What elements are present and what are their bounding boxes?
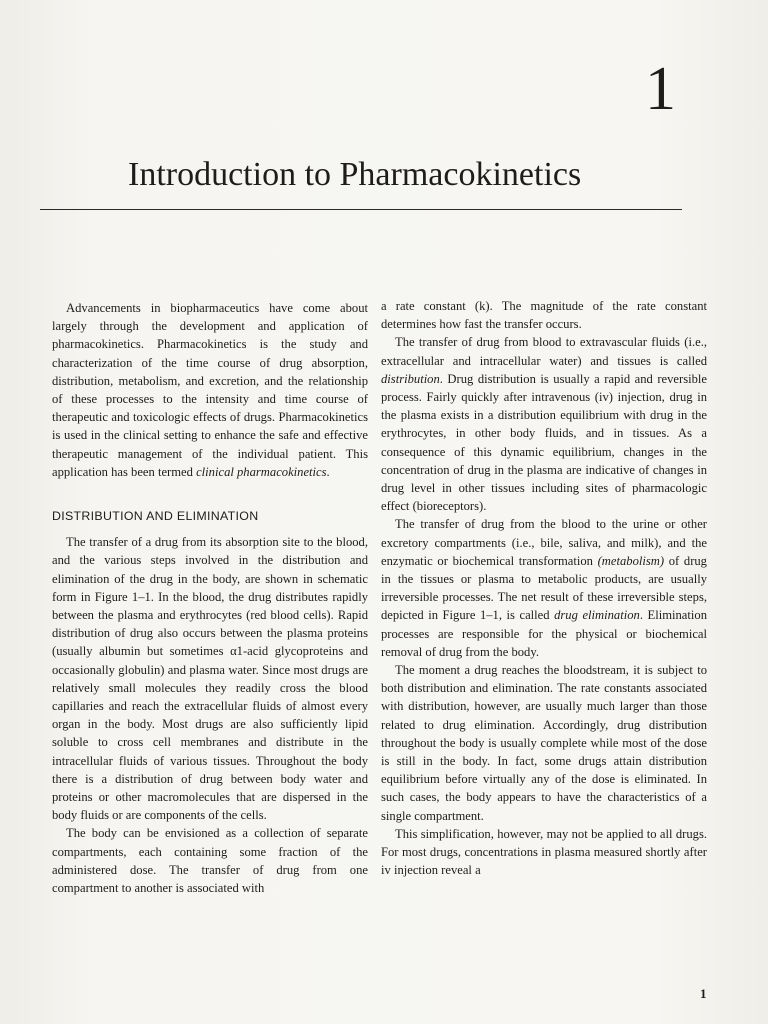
right-column <box>381 297 707 880</box>
paragraph-bloodstream: The moment a drug reaches the bloodstream, it is subject to both distribution and elimination. The rate constants associated with distribution, however, are usually much larger than those related to drug elimination. Accordingly, drug distribution throughout the body is usually complete while most of the dose is still in the body. In fact, some drugs attain distribution equilibrium before virtually any of the dose is eliminated. In such cases, the body appears to have the characteristics of a single compartment. <box>381 663 707 823</box>
distribution-text-end: . Drug distribution is usually a rapid and reversible process. Fairly quickly after intravenous (iv) injection, drug in the plasma exists in a distribution equilibrium with drug in the erythrocytes, in other body fluids, and in tissues. As a consequence of this dynamic equilibrium, changes in the concentration of drug in the plasma are indicative of changes in drug level in other tissues including sites of pharmacologic effect (bioreceptors). <box>381 371 707 514</box>
chapter-title: Introduction to Pharmacokinetics <box>128 156 582 193</box>
paragraph-body-compartments: The body can be envisioned as a collection of separate compartments, each containing some fraction of the administered dose. The transfer of drug from one compartment to another is associated with <box>52 826 368 896</box>
section-heading: DISTRIBUTION AND ELIMINATION <box>52 509 259 524</box>
title-rule <box>40 209 682 210</box>
elimination-text-mid: of drug in the tissues or plasma to metabolic products, are usually irreversible processes. The net result of these irreversible steps, depicted in Figure 1–1, is called <box>381 553 707 623</box>
elimination-text-start: The transfer of drug from the blood to the urine or other excretory compartments (i.e., bile, saliva, and milk), and the enzymatic or biochemical transformation <box>381 517 707 568</box>
paragraph-distribution <box>381 333 707 515</box>
paragraph-simplification: This simplification, however, may not be applied to all drugs. For most drugs, concentrations in plasma measured shortly after iv injection reveal a <box>381 826 707 878</box>
paragraph-transfer: The transfer of a drug from its absorption site to the blood, and the various steps involved in the distribution and elimination of the drug in the body, are shown in schematic form in Figure 1–1. In the blood, the drug distributes rapidly between the plasma and erythrocytes (red blood cells). Rapid distribution of drug also occurs between the plasma proteins (usually albumin but sometimes α1-acid glycoproteins and occasionally globulin) and plasma water. Since most drugs are relatively small molecules they readily cross the blood capillaries and reach the extracellular fluids of almost every organ in the body. Most drugs are also sufficiently lipid soluble to cross cell membranes and distribute in the intracellular fluids of various tissues. Throughout the body there is a distribution of drug between body water and proteins or other macromolecules that are dispersed in the body fluids or are components of the cells. <box>52 535 368 823</box>
left-column <box>52 299 368 897</box>
distribution-text-start: The transfer of drug from blood to extravascular fluids (i.e., extracellular and intracellular water) and tissues is called <box>381 335 707 368</box>
paragraph-rate-constant: a rate constant (k). The magnitude of the rate constant determines how fast the transfer occurs. <box>381 299 707 332</box>
drug-elimination-term: drug elimination <box>554 608 640 623</box>
metabolism-term: (metabolism) <box>597 553 665 568</box>
page-number: 1 <box>700 986 707 1001</box>
intro-paragraph <box>52 299 368 481</box>
elimination-text-end: . Elimination processes are responsible for the physical or biochemical removal of drug from the body. <box>381 608 707 659</box>
intro-text: Advancements in biopharmaceutics have come about largely through the development and application of pharmacokinetics. Pharmacokinetics is the study and characterization of the time course of drug absorption, distribution, metabolism, and excretion, and the relationship of these processes to the intensity and time course of therapeutic and toxicologic effects of drugs. Pharmacokinetics is used in the clinical setting to enhance the safe and effective therapeutic management of the individual patient. This application has been termed <box>52 301 368 479</box>
intro-end: . <box>326 464 330 479</box>
intro-term: clinical pharmacokinetics <box>196 464 327 479</box>
paragraph-elimination <box>381 515 707 661</box>
distribution-term: distribution <box>381 371 440 386</box>
chapter-number: 1 <box>645 55 676 123</box>
